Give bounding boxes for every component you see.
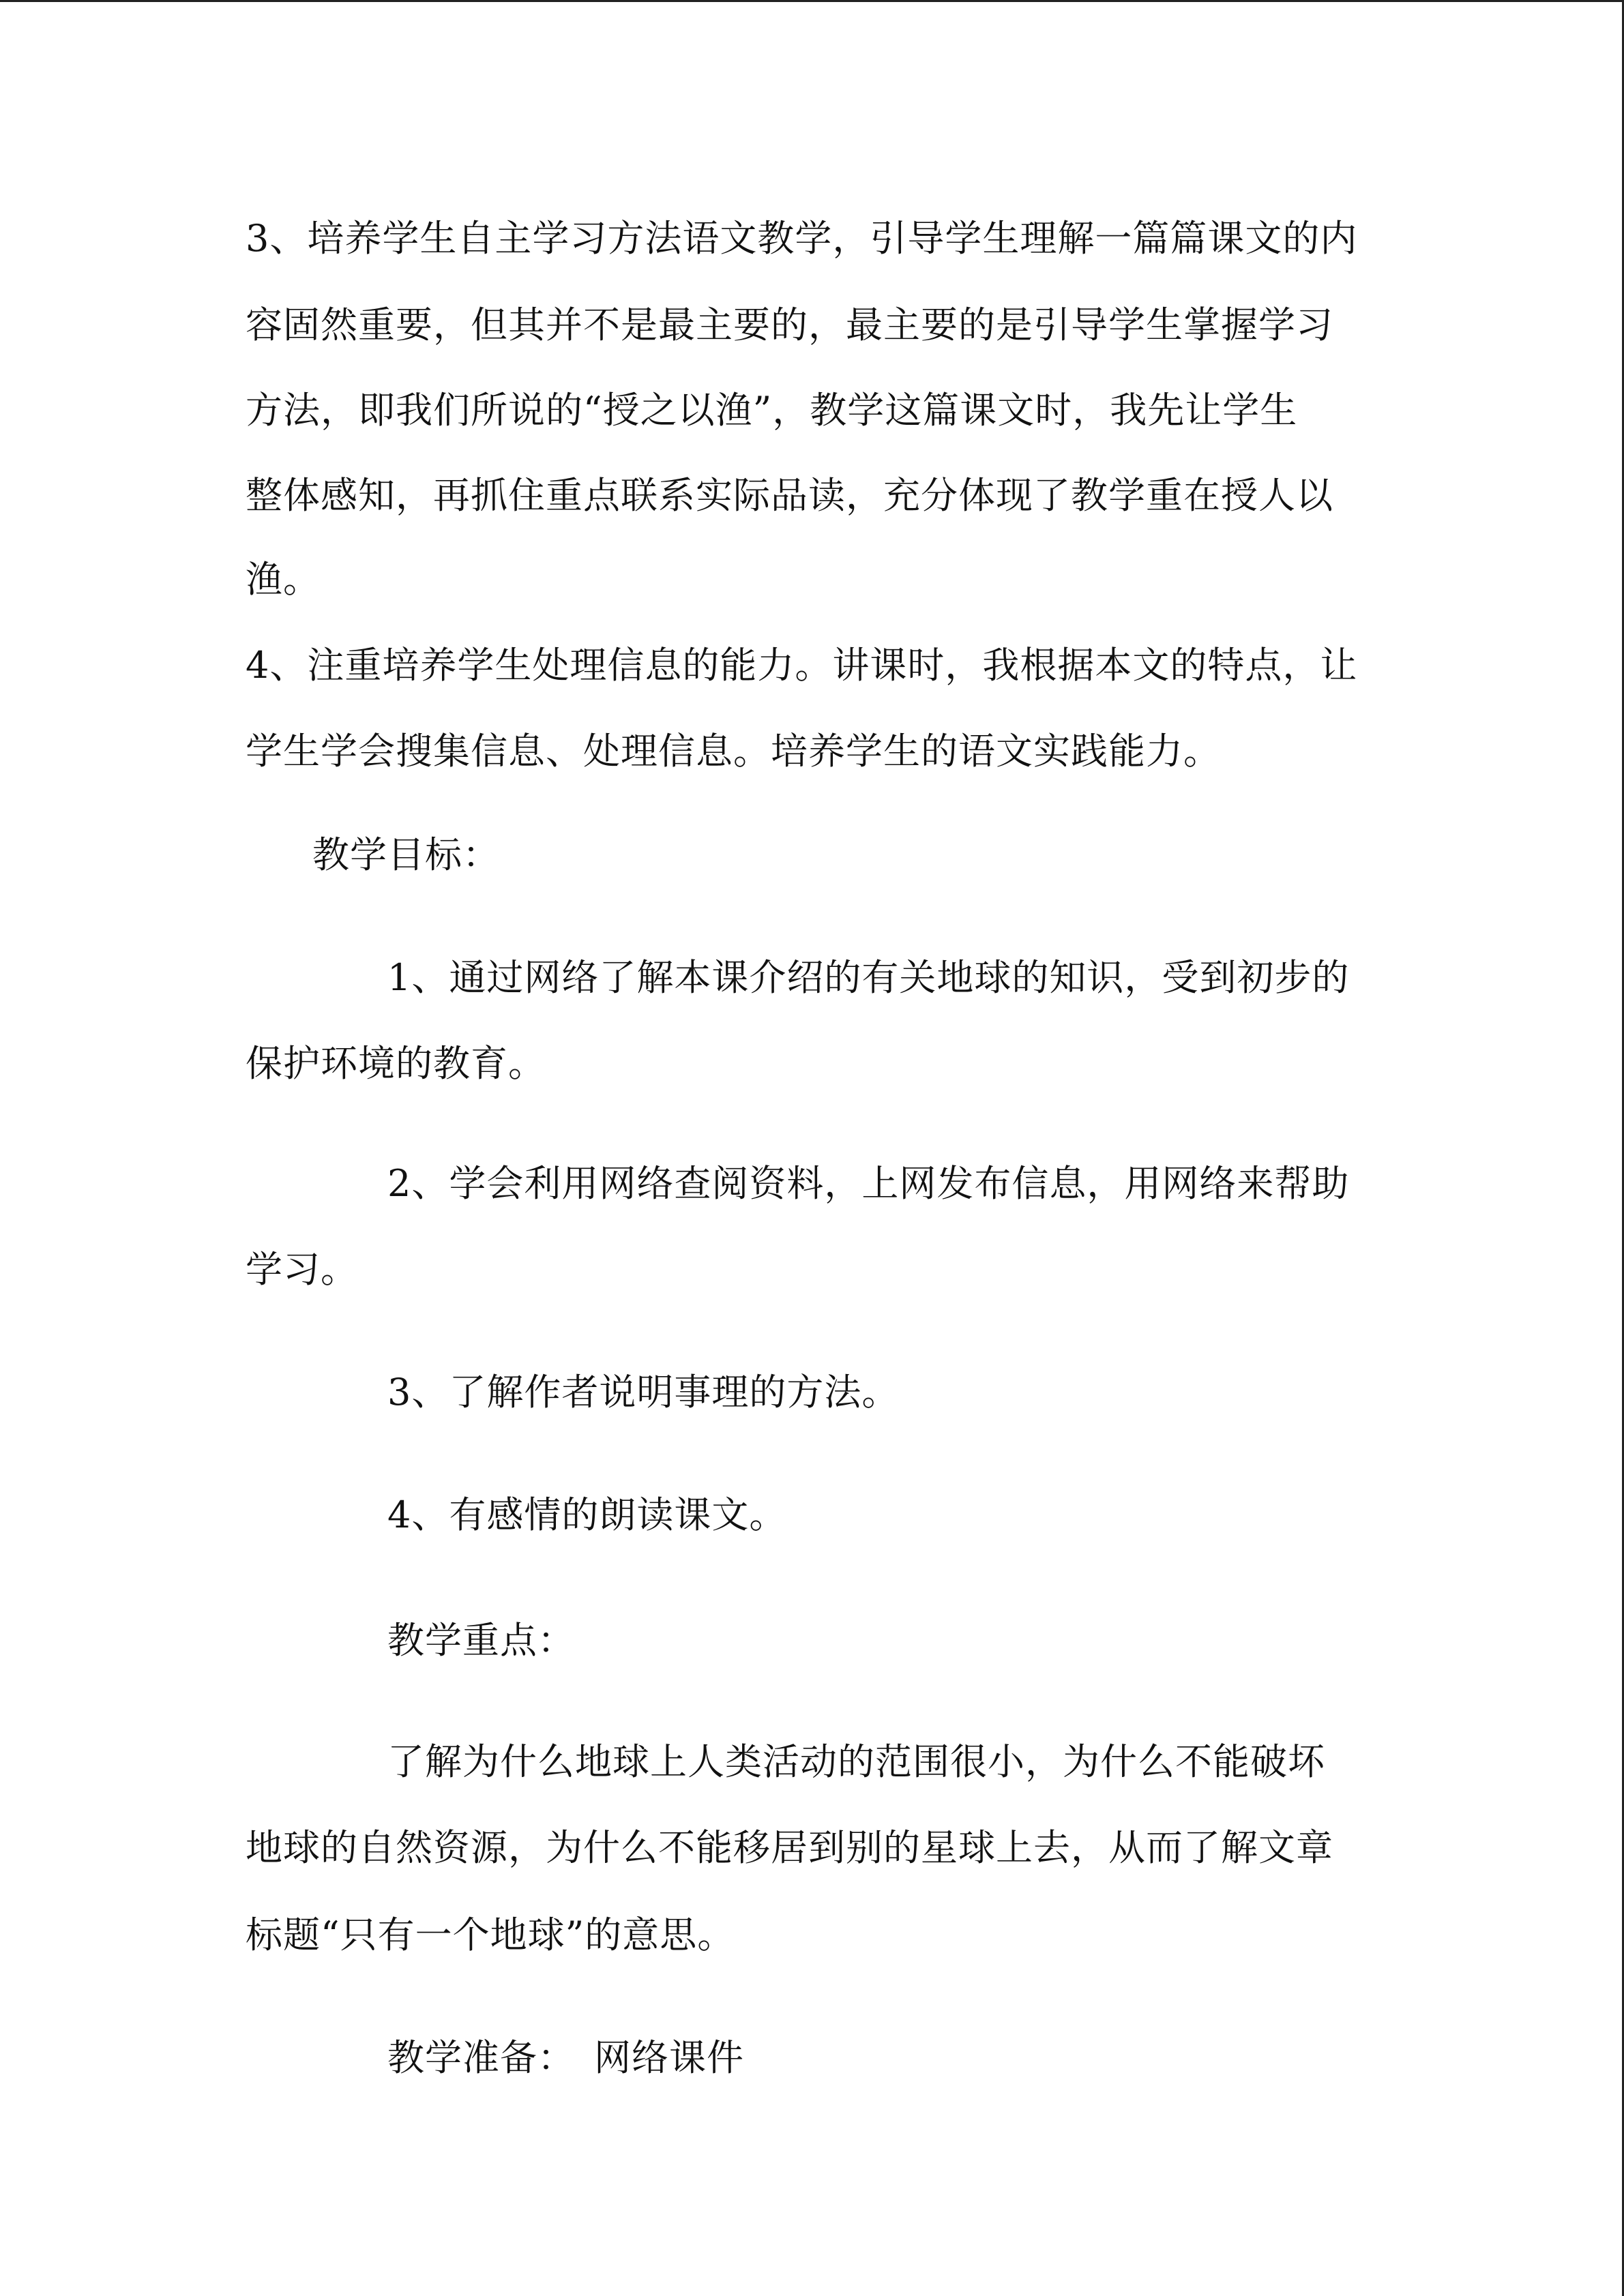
focus-line-3: 标题“只有一个地球”的意思。 (246, 1913, 735, 1956)
paragraph-3-line-3: 方法，即我们所说的“授之以渔”，教学这篇课文时，我先让学生 (246, 389, 1298, 432)
paragraph-3-line-4: 整体感知，再抓住重点联系实际品读，充分体现了教学重在授人以 (246, 474, 1333, 517)
page-border-top (0, 0, 1624, 2)
focus-line-1: 了解为什么地球上人类活动的范围很小，为什么不能破坏 (387, 1740, 1325, 1783)
goal-1-line-1: 1、通过网络了解本课介绍的有关地球的知识，受到初步的 (387, 956, 1350, 999)
paragraph-4-line-2: 学生学会搜集信息、处理信息。培养学生的语文实践能力。 (246, 730, 1221, 773)
paragraph-4-line-1: 4、注重培养学生处理信息的能力。讲课时，我根据本文的特点，让 (246, 644, 1358, 687)
focus-line-2: 地球的自然资源，为什么不能移居到别的星球上去，从而了解文章 (246, 1826, 1333, 1869)
heading-teaching-goals: 教学目标： (312, 833, 500, 876)
goal-4: 4、有感情的朗读课文。 (387, 1493, 787, 1536)
paragraph-3-line-5: 渔。 (246, 558, 321, 601)
goal-3: 3、了解作者说明事理的方法。 (387, 1371, 900, 1414)
paragraph-3-line-1: 3、培养学生自主学习方法语文教学，引导学生理解一篇篇课文的内 (246, 217, 1358, 260)
goal-2-line-2: 学习。 (246, 1248, 358, 1291)
paragraph-3-line-2: 容固然重要，但其并不是最主要的，最主要的是引导学生掌握学习 (246, 303, 1333, 346)
goal-2-line-1: 2、学会利用网络查阅资料，上网发布信息，用网络来帮助 (387, 1162, 1350, 1205)
goal-1-line-2: 保护环境的教育。 (246, 1042, 546, 1085)
teaching-preparation: 教学准备： 网络课件 (387, 2036, 744, 2079)
heading-teaching-focus: 教学重点： (387, 1619, 575, 1662)
